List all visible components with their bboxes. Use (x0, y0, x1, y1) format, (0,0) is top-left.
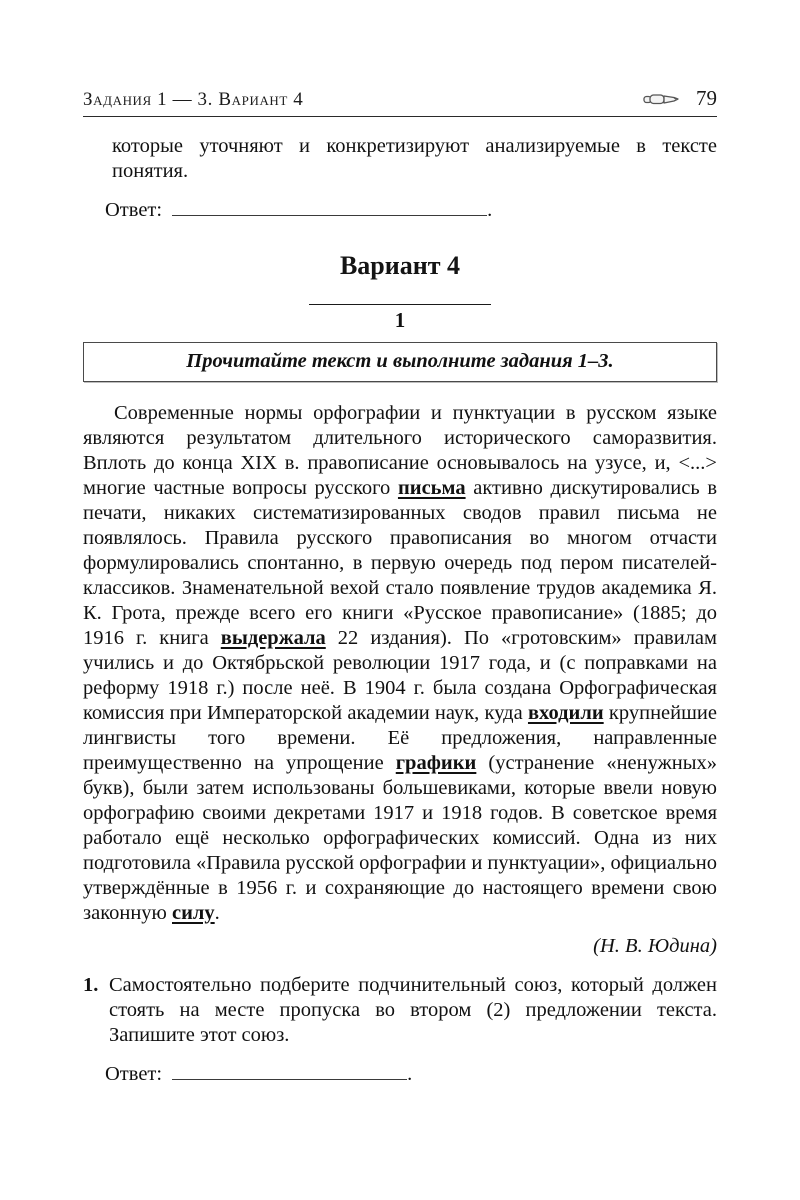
task-1-text: Самостоятельно подберите подчинительный союз, который должен стоять на месте пропуска во втором (2) предложении текста. Запишите этот союз. (109, 974, 717, 1046)
reading-passage (83, 401, 717, 926)
task-number-heading: 1 (394, 308, 406, 332)
passage-attribution: (Н. В. Юдина) (593, 935, 717, 957)
passage-paragraph: Современные нормы орфографии и пунктуации в русском языке являются результатом длительного исторического саморазвития. Вплоть до конца XIX в. правописание основывалось на узусе, и, <...> многие частные вопросы русского письма активно дискутировались в печати, никаких систематизированных сводов правил письма не появлялось. Правила русского правописания во многом отчасти формулировались спонтанно, в первую очередь под пером писателей-классиков. Знаменательной вехой стало появление трудов академика Я. К. Грота, прежде всего его книги «Русское правописание» (1885; до 1916 г. книга выдержала 22 издания). По «гротовским» правилам учились и до Октябрьской революции 1917 года, и (с поправками на реформу 1918 г.) после неё. В 1904 г. была создана Орфографическая комиссия при Императорской академии наук, куда входили крупнейшие лингвисты того времени. Её предложения, направленные преимущественно на упрощение графики (устранение «ненужных» букв), были затем использованы большевиками, которые ввели новую орфографию своими декретами 1917 и 1918 годов. В советское время работало ещё несколько орфографических комиссий. Одна из них подготовила «Правила русской орфографии и пунктуации», официально утверждённые в 1956 г. и сохраняющие до настоящего времени свою законную силу. (83, 402, 718, 924)
answer-label: Ответ: (105, 199, 163, 221)
variant-title: Вариант 4 (339, 251, 461, 280)
previous-task-continuation (112, 134, 717, 184)
header-right (642, 86, 717, 111)
section-divider (309, 304, 491, 305)
page-number: 79 (696, 86, 717, 110)
answer-blank (172, 1061, 407, 1080)
task-1-number: 1. (83, 974, 99, 996)
answer-suffix: . (487, 199, 493, 221)
instruction-box: Прочитайте текст и выполните задания 1–3. (83, 342, 717, 382)
answer-row-task-1 (105, 1061, 717, 1086)
header-rule (83, 116, 717, 117)
task-1 (83, 973, 717, 1048)
answer-suffix: . (407, 1063, 413, 1085)
page-header (83, 86, 717, 111)
answer-blank (172, 197, 487, 216)
running-title: Задания 1 — 3. Вариант 4 (83, 89, 304, 110)
answer-label: Ответ: (105, 1063, 163, 1085)
pen-icon (642, 91, 682, 107)
answer-row-previous (105, 197, 717, 222)
continuation-text: которые уточняют и конкретизируют анализируемые в тексте понятия. (112, 135, 717, 182)
